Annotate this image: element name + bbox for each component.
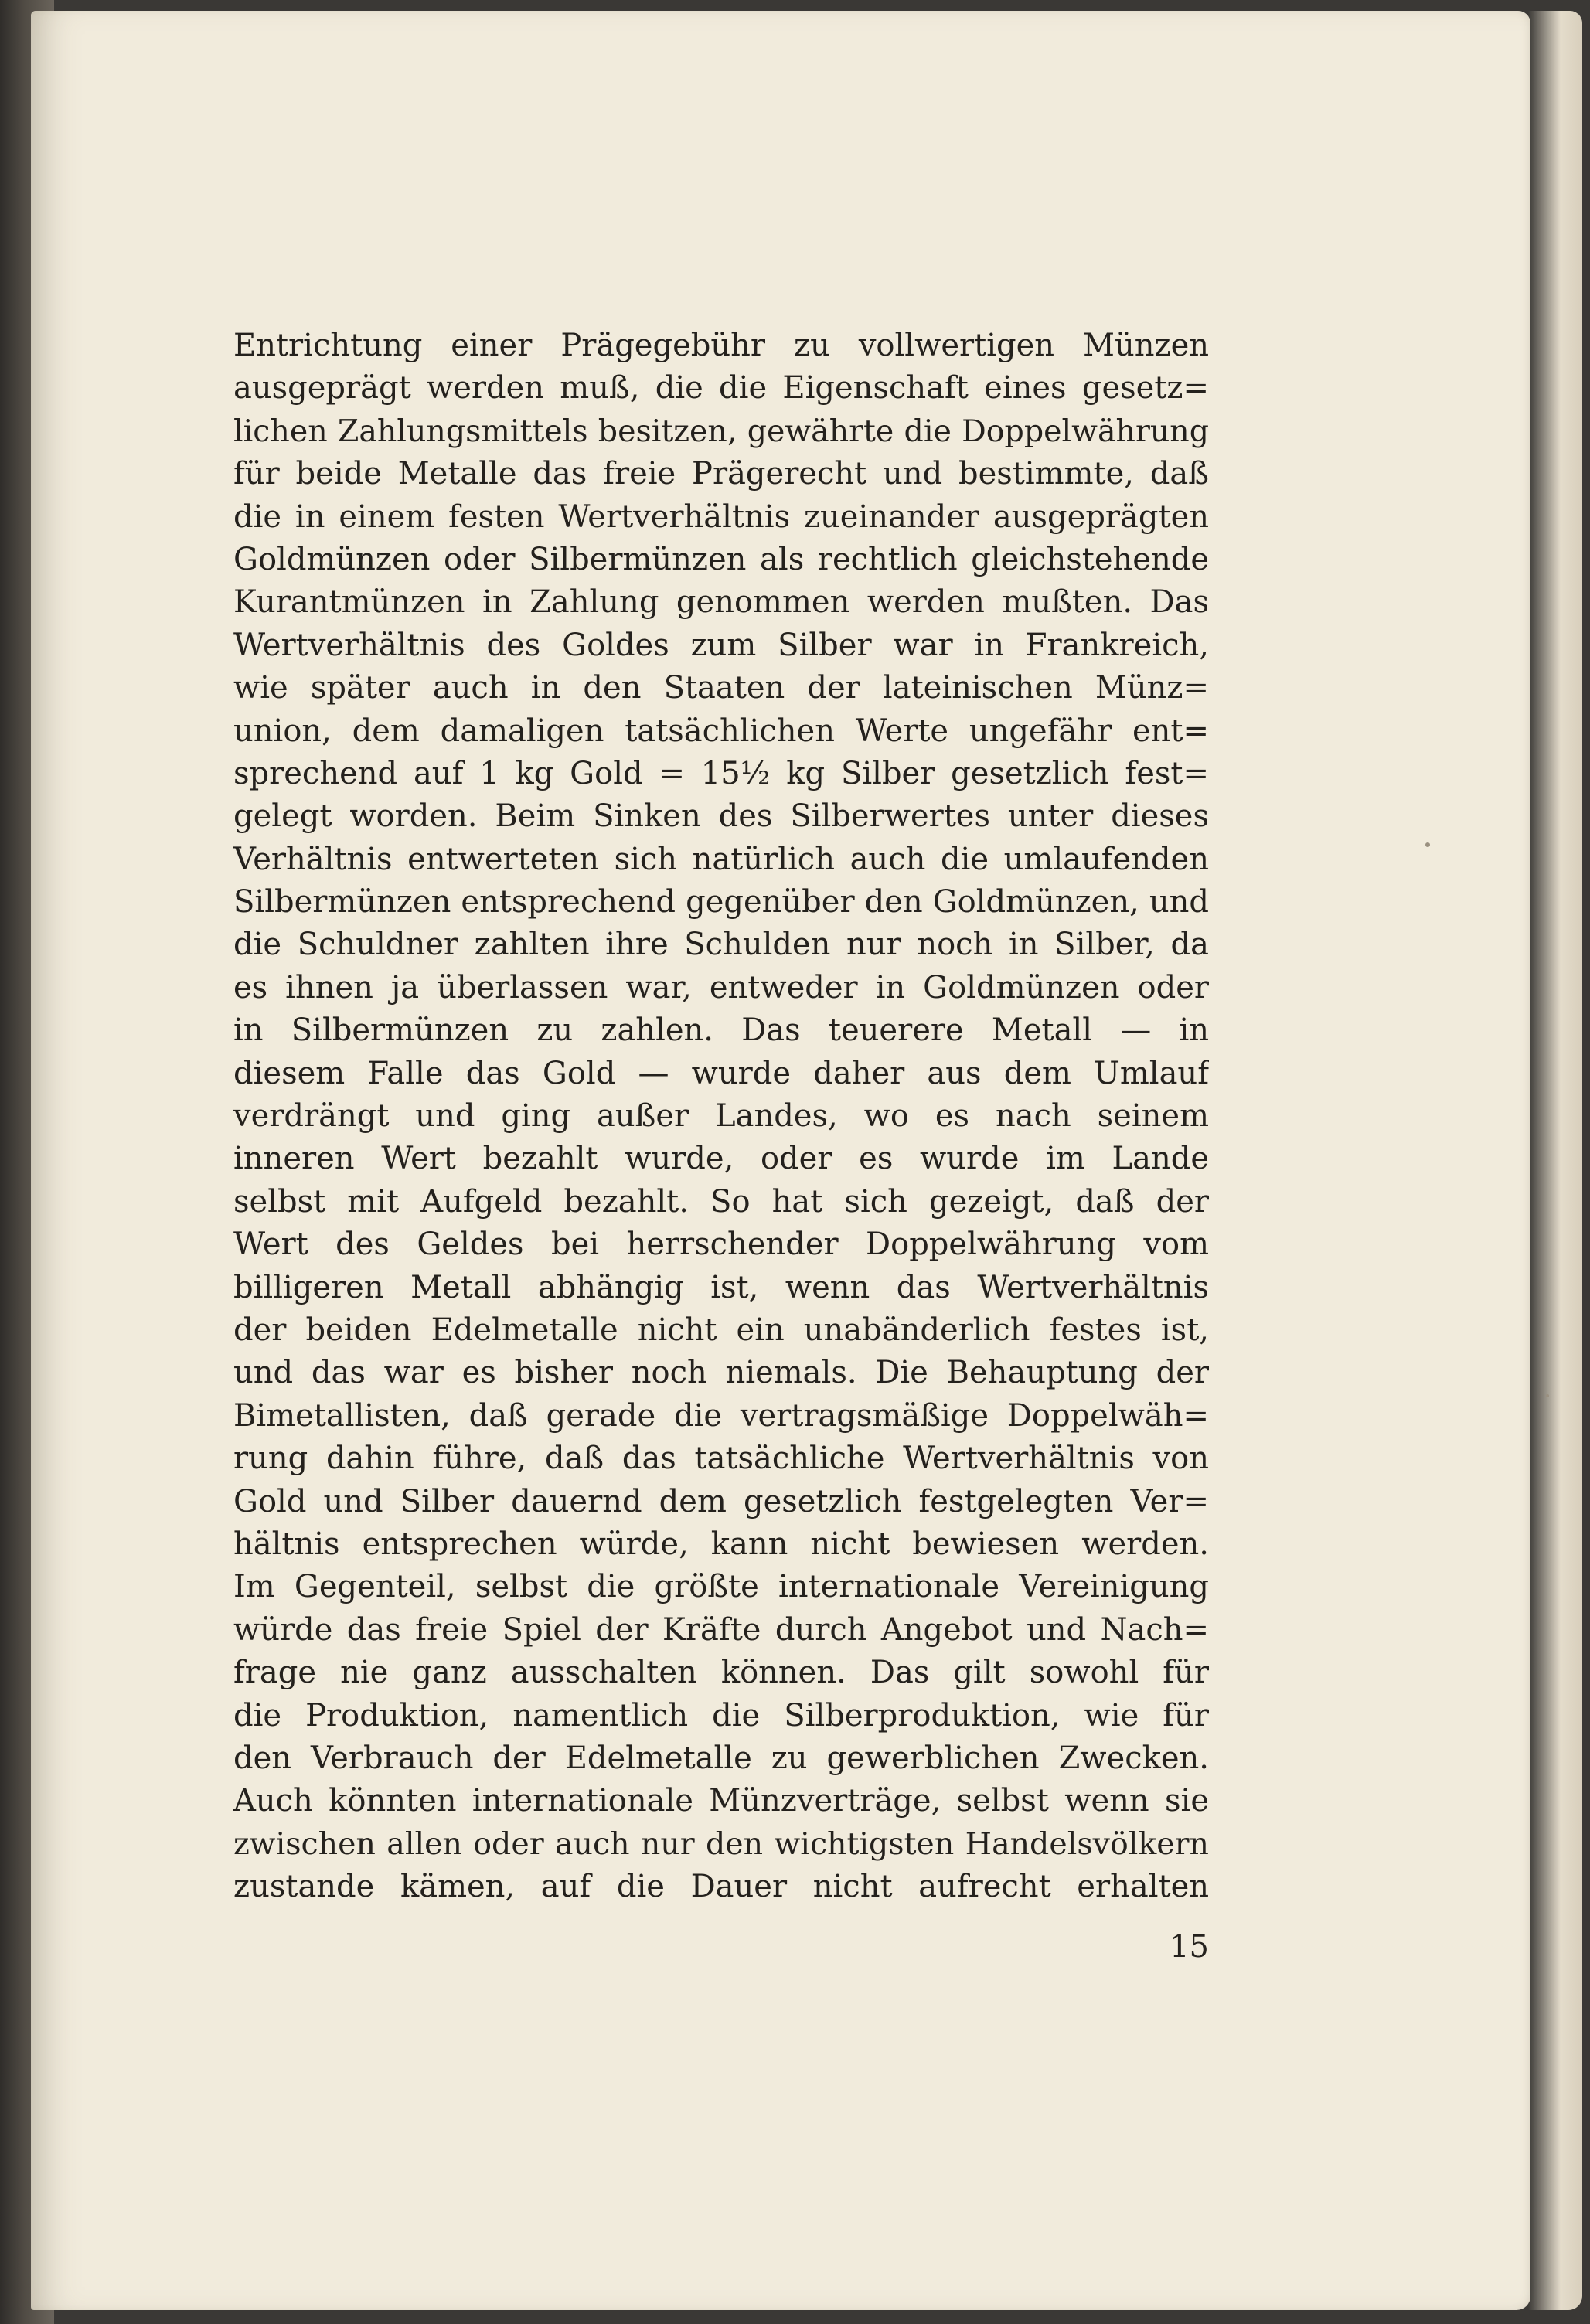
text-line: der beiden Edelmetalle nicht ein unabänderlich festes ist,: [233, 1312, 1209, 1348]
text-line: die Schuldner zahlten ihre Schulden nur noch in Silber, da: [233, 927, 1209, 963]
text-line: hältnis entsprechen würde, kann nicht bewiesen werden.: [233, 1526, 1209, 1562]
text-line: billigeren Metall abhängig ist, wenn das Wertverhältnis: [233, 1269, 1209, 1305]
text-line: gelegt worden. Beim Sinken des Silberwertes unter dieses: [233, 798, 1209, 835]
text-line: zustande kämen, auf die Dauer nicht aufrecht erhalten: [233, 1869, 1209, 1905]
text-line: Entrichtung einer Prägegebühr zu vollwertigen Münzen: [233, 328, 1209, 363]
text-line: selbst mit Aufgeld bezahlt. So hat sich gezeigt, daß der: [233, 1183, 1209, 1220]
text-line: den Verbrauch der Edelmetalle zu gewerblichen Zwecken.: [233, 1740, 1209, 1776]
text-line: verdrängt und ging außer Landes, wo es nach seinem: [233, 1098, 1209, 1135]
text-line: Auch könnten internationale Münzverträge, selbst wenn sie: [233, 1783, 1209, 1819]
text-line: sprechend auf 1 kg Gold = 15½ kg Silber gesetzlich fest=: [233, 755, 1209, 791]
page-number: 15: [1170, 1929, 1209, 1965]
text-line: Wertverhältnis des Goldes zum Silber war in Frankreich,: [233, 627, 1209, 663]
text-line: die in einem festen Wertverhältnis zueinander ausgeprägten: [233, 498, 1209, 535]
text-line: frage nie ganz ausschalten können. Das gilt sowohl für: [233, 1655, 1209, 1691]
text-line: Kurantmünzen in Zahlung genommen werden mußten. Das: [233, 584, 1209, 621]
text-line: rung dahin führe, daß das tatsächliche Wertverhältnis von: [233, 1441, 1209, 1477]
text-line: Wert des Geldes bei herrschender Doppelwährung vom: [233, 1227, 1209, 1263]
text-line: wie später auch in den Staaten der lateinischen Münz=: [233, 670, 1209, 706]
body-text: [233, 325, 1209, 1908]
text-line: Im Gegenteil, selbst die größte internationale Vereinigung: [233, 1569, 1209, 1605]
text-line: diesem Falle das Gold — wurde daher aus dem Umlauf: [233, 1055, 1209, 1091]
paper-speck: [1546, 1394, 1549, 1397]
paper-speck: [1425, 842, 1430, 847]
text-line: würde das freie Spiel der Kräfte durch Angebot und Nach=: [233, 1611, 1209, 1648]
text-line: inneren Wert bezahlt wurde, oder es wurde im Lande: [233, 1141, 1209, 1177]
text-line: Goldmünzen oder Silbermünzen als rechtlich gleichstehende: [233, 541, 1209, 577]
text-line: es ihnen ja überlassen war, entweder in Goldmünzen oder: [233, 969, 1209, 1005]
text-line: Bimetallisten, daß gerade die vertragsmäßige Doppelwäh=: [233, 1397, 1209, 1434]
text-line: zwischen allen oder auch nur den wichtigsten Handelsvölkern: [233, 1826, 1209, 1862]
text-line: ausgeprägt werden muß, die die Eigenschaft eines gesetz=: [233, 370, 1209, 407]
text-line: union, dem damaligen tatsächlichen Werte ungefähr ent=: [233, 713, 1209, 749]
text-line: in Silbermünzen zu zahlen. Das teuerere Metall — in: [233, 1012, 1209, 1049]
page-edge-shadow: [1528, 11, 1582, 2310]
text-line: lichen Zahlungsmittels besitzen, gewährte die Doppelwährung: [233, 413, 1209, 449]
text-line: Silbermünzen entsprechend gegenüber den Goldmünzen, und: [233, 884, 1209, 920]
text-line: die Produktion, namentlich die Silberproduktion, wie für: [233, 1697, 1209, 1734]
text-line: und das war es bisher noch niemals. Die Behauptung der: [233, 1355, 1209, 1391]
text-line: Gold und Silber dauernd dem gesetzlich festgelegten Ver=: [233, 1483, 1209, 1519]
text-line: für beide Metalle das freie Prägerecht und bestimmte, daß: [233, 456, 1209, 492]
text-line: Verhältnis entwerteten sich natürlich auch die umlaufenden: [233, 841, 1209, 877]
